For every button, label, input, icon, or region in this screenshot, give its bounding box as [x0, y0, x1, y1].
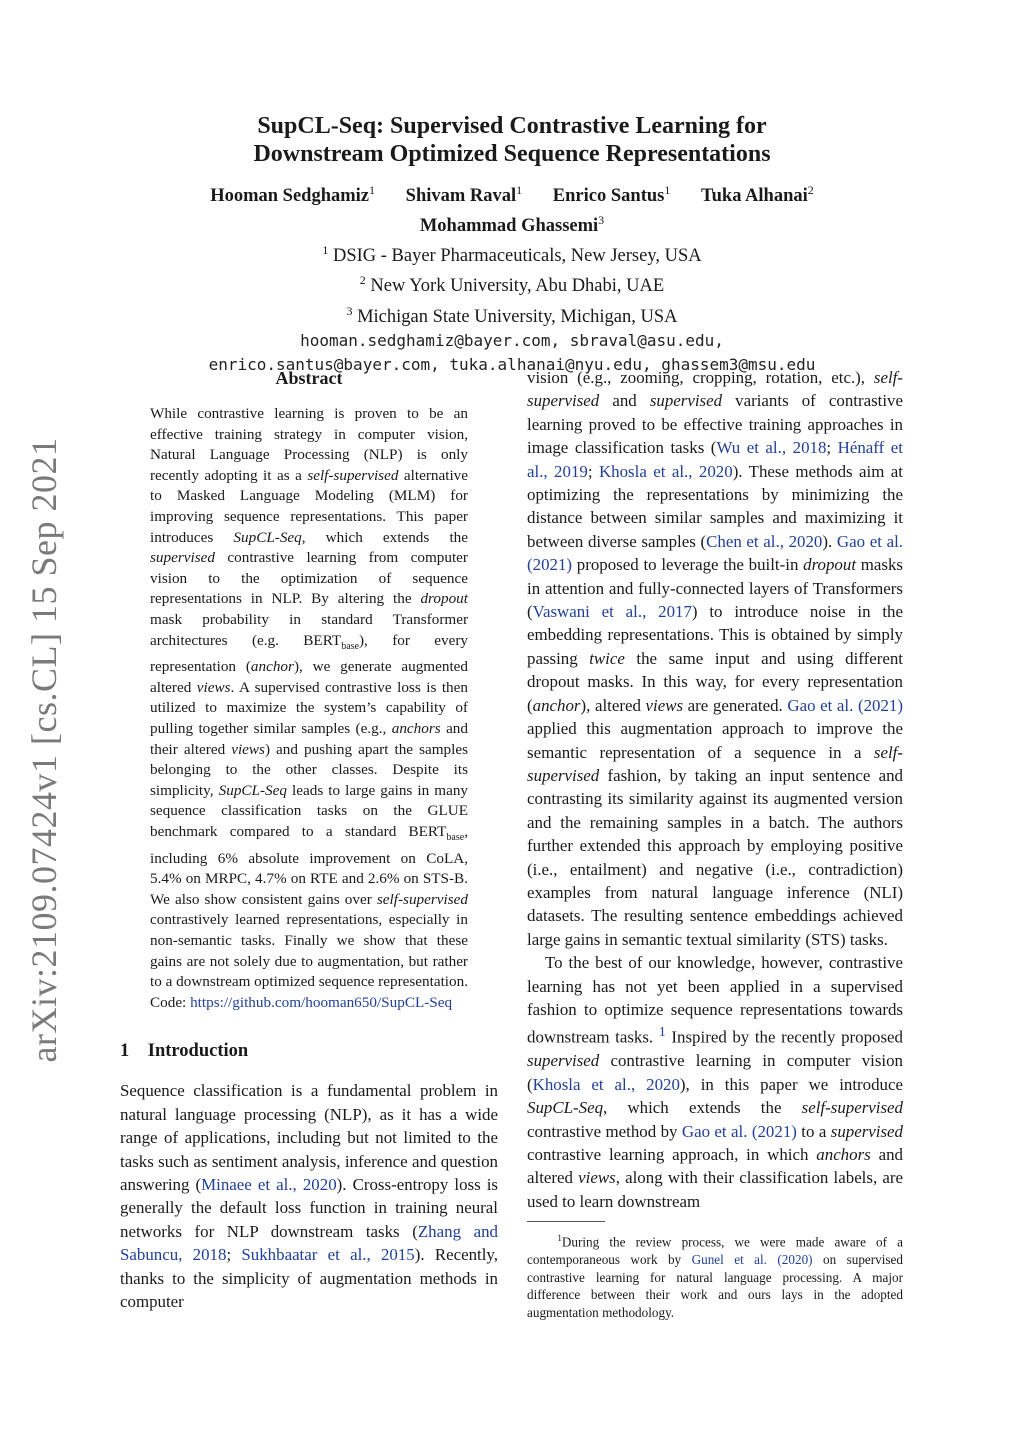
citation-link[interactable]: Sukhbaatar et al., 2015: [241, 1245, 415, 1265]
author: Mohammad Ghassemi$^3$: [419, 213, 605, 237]
author: Shivam Raval$^1$: [405, 183, 523, 207]
citation-link[interactable]: Vaswani et al., 2017: [532, 602, 692, 622]
citation-link[interactable]: Hénaff et al., 2019: [527, 438, 903, 481]
author: Enrico Santus$^1$: [552, 183, 671, 207]
citation-link[interactable]: Khosla et al., 2020: [532, 1074, 680, 1094]
left-column: [120, 366, 498, 1313]
arxiv-identifier: arXiv:2109.07424v1 [cs.CL] 15 Sep 2021: [24, 437, 64, 1063]
abstract-body: While contrastive learning is proven to be an effective training strategy in computer vision, Natural Language Processing (NLP) is only recently adopting it as a self-supervised alternative to Masked Language Modeling (MLM) for improving sequence representations. This paper introduces SupCL-Seq, which extends the supervised contrastive learning from computer vision to the optimization of sequence representations in NLP. By altering the dropout mask probability in standard Transformer architectures (e.g. $BERT_{base}$), for every representation (anchor), we generate augmented altered views. A supervised contrastive loss is then utilized to maximize the system’s capability of pulling together similar samples (e.g., anchors and their altered views) and pushing apart the samples belonging to the other classes. Despite its simplicity, SupCL-Seq leads to large gains in many sequence classification tasks on the GLUE benchmark compared to a standard $BERT_{base}$, including 6% absolute improvement on CoLA, 5.4% on MRPC, 4.7% on RTE and 2.6% on STS-B. We also show consistent gains over self-supervised contrastively learned representations, especially in non-semantic tasks. Finally we show that these gains are not solely due to augmentation, but rather to a downstream optimized sequence representation. Code: https://github.com/hooman650/SupCL-Seq: [150, 405, 469, 1011]
footnote-marker[interactable]: 1: [658, 1024, 666, 1041]
citation-link[interactable]: Gao et al. (2021): [527, 531, 904, 575]
paper-title: SupCL-Seq: Supervised Contrastive Learning for Downstream Optimized Sequence Representations: [253, 113, 771, 167]
email-line[interactable]: hooman.sedghamiz@bayer.com, sbraval@asu.edu,: [300, 330, 724, 350]
affiliation: $^1$ DSIG - Bayer Pharmaceuticals, New Jersey, USA: [322, 243, 702, 267]
paper-header: [0, 112, 1024, 377]
author-list: [0, 178, 1024, 238]
affiliation: $^3$ Michigan State University, Michigan, USA: [346, 303, 678, 327]
citation-link[interactable]: Gao et al. (2021): [787, 695, 903, 715]
intro-paragraph: vision (e.g., zooming, cropping, rotation, etc.), self-supervised and supervised variants of contrastive learning proved to be effective training approaches in image classification tasks (Wu et al., 2018; Hénaff et al., 2019; Khosla et al., 2020). These methods aim at optimizing the representations by minimizing the distance between similar samples and maximizing it between diverse samples (Chen et al., 2020). Gao et al. (2021) proposed to leverage the built-in dropout masks in attention and fully-connected layers of Transformers (Vaswani et al., 2017) to introduce noise in the embedding representations. This is obtained by simply passing twice the same input and using different dropout masks. In this way, for every representation (anchor), altered views are generated. Gao et al. (2021) applied this augmentation approach to improve the semantic representation of a sequence in a self-supervised fashion, by taking an input sentence and contrasting its similarity against its augmented version and the remaining samples in a batch. The authors further extended this approach by employing positive (i.e., entailment) and negative (i.e., contradiction) examples from natural language inference (NLI) datasets. The resulting sentence embeddings achieved large gains in semantic textual similarity (STS) tasks.: [527, 368, 904, 949]
code-link[interactable]: https://github.com/hooman650/SupCL-Seq: [190, 993, 453, 1011]
citation-link[interactable]: Gao et al. (2021): [681, 1121, 797, 1141]
intro-paragraph: To the best of our knowledge, however, contrastive learning has not yet been applied in a supervised fashion to optimize sequence representations towards downstream tasks. $^1$ Inspired by the recently proposed supervised contrastive learning in computer vision (Khosla et al., 2020), in this paper we introduce SupCL-Seq, which extends the self-supervised contrastive method by Gao et al. (2021) to a supervised contrastive learning approach, in which anchors and altered views, along with their classification labels, are used to learn downstream: [527, 953, 903, 1211]
citation-link[interactable]: Khosla et al., 2020: [598, 461, 733, 481]
section-heading: 1 Introduction: [120, 1041, 249, 1062]
citation-link[interactable]: Wu et al., 2018: [716, 438, 827, 458]
citation-link[interactable]: Chen et al., 2020: [706, 531, 823, 551]
citation-link[interactable]: Gunel et al. (2020): [691, 1252, 813, 1268]
intro-paragraph: Sequence classification is a fundamental problem in natural language processing (NLP), as it has a wide range of applications, including but not limited to the tasks such as sentiment analysis, inference and question answering (Minaee et al., 2020). Cross-entropy loss is generally the default loss function in training neural networks for NLP downstream tasks (Zhang and Sabuncu, 2018; Sukhbaatar et al., 2015). Recently, thanks to the simplicity of augmentation methods in computer: [120, 1081, 499, 1311]
email-line[interactable]: enrico.santus@bayer.com, tuka.alhanai@nyu.edu, ghassem3@msu.edu: [208, 354, 816, 374]
abstract-heading: Abstract: [275, 368, 343, 388]
author: Hooman Sedghamiz$^1$: [210, 183, 376, 207]
footnote: $^1$During the review process, we were made aware of a contemporaneous work by Gunel et al. (2020) on supervised contrastive learning for natural language processing. A major difference between their work and ours lays in the adopted augmentation methodology.: [527, 1233, 903, 1320]
affiliation: $^2$ New York University, Abu Dhabi, UAE: [359, 273, 665, 297]
right-column: [527, 366, 903, 1321]
arxiv-sidebar: [16, 437, 72, 1063]
citation-link[interactable]: Minaee et al., 2020: [201, 1174, 337, 1194]
author: Tuka Alhanai$^2$: [700, 183, 814, 207]
footnote-divider: [527, 1221, 605, 1222]
citation-link[interactable]: Zhang and Sabuncu, 2018: [120, 1221, 498, 1265]
